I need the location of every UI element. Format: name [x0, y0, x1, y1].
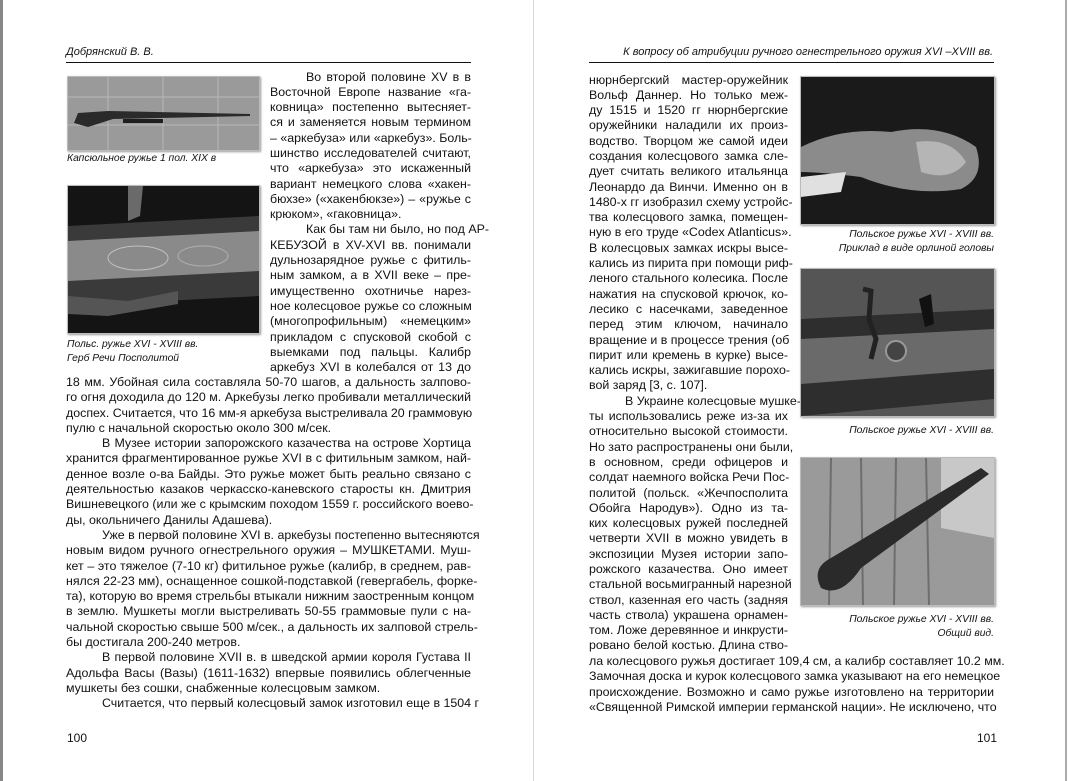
text-line: – «аркебуза» или «аркебуз». Боль- — [270, 130, 472, 145]
text-line: Как бы там ни было, но под АР- — [306, 222, 489, 237]
text-line: ковница» постепенно вытесняет- — [270, 100, 471, 115]
text-line: вращение и в процессе трения (об — [589, 332, 790, 347]
figure-caption: Польс. ружье XVI - XVIII вв. Герб Речи Посполитой — [67, 339, 199, 364]
running-header-title: К вопросу об атрибуции ручного огнестрельного оружия XVI –XVIII вв. — [623, 46, 993, 58]
text-line: пулю с начальной скоростью около 300 м/сек. — [66, 420, 332, 435]
text-line: стальной восьмигранный нарезной — [589, 577, 792, 592]
text-line: ких колесцовых ружей последней — [589, 516, 788, 531]
page-edge-left — [0, 0, 3, 781]
text-line: четверти XVII в можно увидеть в — [589, 531, 788, 546]
text-line: нюрнбергский мастер-оружейник — [589, 72, 788, 87]
text-line: выемками под пальцы. Калибр — [270, 344, 471, 359]
text-line: ты использовались реже из-за их — [589, 409, 788, 424]
text-line: Обойга Народув»). Одно из та- — [589, 500, 788, 515]
text-line: Считается, что первый колесцовый замок изготовил еще в 1504 г — [102, 696, 480, 711]
text-line: ным замком, а в XVII веке – пре- — [270, 268, 471, 283]
header-rule — [589, 62, 994, 63]
figure-caption: Капсюльное ружье 1 пол. XIX в — [67, 153, 217, 164]
text-line: солдат наемного войска Речи Пос- — [589, 470, 790, 485]
text-line: «Священной Римской империи германской нации». Не исключено, что — [589, 699, 997, 714]
text-line: чальной скоростью свыше 500 м/сек., а дальность их залповой стрель- — [66, 619, 478, 634]
figure-caption: Польское ружье XVI - XVIII вв. Общий вид. — [849, 614, 994, 639]
text-body — [66, 375, 480, 712]
photo-wheellock-mechanism — [800, 268, 995, 417]
header-rule — [66, 62, 471, 63]
text-line: Вишневецкого (или же с крымским походом 1559 г. российского воево- — [66, 497, 474, 512]
text-line: лесико с насечками, заведенное — [589, 301, 788, 316]
page-edge-right — [1065, 0, 1067, 781]
text-line: го огня доходила до 120 м. Аркебузы легко пробивали металлический — [66, 390, 471, 405]
text-line: Адольфа Васы (Вазы) (1611-1632) впервые появились облегченные — [66, 665, 471, 680]
text-line: (многопрофильным) «немецким» — [270, 314, 471, 329]
text-line: нялся 22-23 мм), оснащенное сошкой-подставкой (гевергабель, форке- — [66, 573, 478, 588]
text-line: Вольф Даннер. Но только меж- — [589, 87, 788, 102]
text-line: кались из пирита при помощи риф- — [589, 256, 793, 271]
text-line: создания колесцового замка сле- — [589, 148, 788, 163]
text-line: Но зато распространены они были, — [589, 439, 794, 454]
text-line: деятельностью казаков черкасско-каневского старосты кн. Дмитрия — [66, 482, 471, 497]
text-line: 18 мм. Убойная сила составляла 50-70 шагов, а дальность залпово- — [66, 375, 471, 389]
photo-rifle-general-view — [800, 457, 995, 606]
text-line: кет – это тяжелое (7-10 кг) фитильное ружье (калибр, в среднем, рав- — [66, 558, 471, 573]
text-line: В Музее истории запорожского казачества на острове Хортица — [102, 436, 471, 451]
text-line: дует считать великого итальянца — [589, 164, 788, 179]
text-column — [589, 72, 801, 654]
book-spine — [533, 0, 534, 781]
running-header-author: Добрянский В. В. — [66, 46, 154, 58]
page-number: 100 — [67, 731, 88, 745]
photo-eagle-head-stock — [800, 76, 995, 225]
text-line: ствол, казенная его часть (задняя — [589, 592, 788, 607]
text-line: бюхзе» («хакенбюкзе») – «ружье с — [270, 191, 471, 206]
text-line: ды, окольничего Данилы Адашева). — [66, 512, 273, 527]
text-line: прикладом с спусковой скобой с — [270, 329, 471, 344]
text-line: В первой половине XVII в. в шведской армии короля Густава II — [102, 650, 471, 665]
text-line: часть ствола) украшена орнамен- — [589, 607, 788, 622]
text-line: 1480-х гг изобразил схему устройс- — [589, 194, 793, 209]
text-line: шинство исследователей считают, — [270, 145, 471, 160]
text-line: крюком», «гаковница». — [270, 207, 402, 222]
text-line: пирит или кремень в курке) высе- — [589, 347, 788, 362]
text-line: ровано белой костью. Длина ство- — [589, 638, 788, 653]
text-body — [589, 654, 1005, 715]
figure-caption: Польское ружье XVI - XVIII вв. — [849, 425, 994, 436]
text-line: ся и заменяется новым термином — [270, 115, 471, 130]
text-line: ла колесцового ружья достигает 109,4 см, а калибр составляет 10.2 мм. — [589, 654, 1005, 668]
text-line: происхождение. Возможно и само ружье изготовлено на территории — [589, 684, 994, 699]
text-line: Восточной Европе название «га- — [270, 84, 471, 99]
text-line: нажатия на спусковой крючок, ко- — [589, 286, 788, 301]
text-line: водство. Творцом же самой идеи — [589, 133, 788, 148]
text-line: имущественно охотничье нарез- — [270, 283, 471, 298]
text-line: в землю. Мушкеты могли выстреливать 50-55 граммовые пули с на- — [66, 604, 471, 619]
text-line: хранится фрагментированное ружье XVI в с фитильным замком, най- — [66, 451, 471, 466]
text-line: та), которую во время стрельбы втыкали нижним заостренным концом — [66, 589, 475, 604]
text-line: мушкеты без сошки, снабженные колесцовым замком. — [66, 680, 381, 695]
text-line: КЕБУЗОЙ в XV-XVI вв. понимали — [270, 237, 471, 252]
text-line: Во второй половине XV в в — [306, 69, 471, 84]
text-line: рожского казачества. Оно имеет — [589, 562, 788, 576]
text-line: В колесцовых замках искры высе- — [589, 240, 788, 255]
photo-polish-rifle-coat-of-arms — [67, 185, 260, 334]
text-line: новым видом ручного огнестрельного оружия – МУШКЕТАМИ. Муш- — [66, 543, 471, 558]
text-line: ную в его труде «Codex Atlanticus». — [589, 225, 792, 240]
text-line: ду 1515 и 1520 гг нюрнбергские — [589, 103, 788, 118]
figure-caption: Польское ружье XVI - XVIII вв. Приклад в виде орлиной головы — [838, 229, 994, 254]
text-line: экспозиции Музея истории запо- — [589, 546, 788, 561]
text-line: вой заряд [3, с. 107]. — [589, 378, 708, 393]
page-number: 101 — [977, 731, 998, 745]
text-line: в основном, среди офицеров и — [589, 454, 788, 469]
text-line: Замочная доска и курок колесцового замка указывают на его немецкое — [589, 669, 1001, 684]
text-line: кались искры, зажигавшие порохо- — [589, 363, 791, 378]
photo-percussion-rifle — [67, 76, 260, 151]
text-line: леного стального колесика. После — [589, 271, 788, 286]
text-line: оружейники наладили их произ- — [589, 118, 788, 133]
text-line: политой (польск. «Жечпосполита — [589, 485, 788, 500]
text-line: аркебуз XVI в колебался от 13 до — [270, 360, 471, 375]
text-line: бы достигала 200-240 метров. — [66, 635, 241, 650]
text-line: ное колесцовое ружье со сложным — [270, 298, 472, 313]
text-line: что «аркебуза» это искаженный — [270, 161, 471, 176]
text-line: перед этим ключом, начинало — [589, 317, 788, 332]
text-line: относительно высокой стоимости. — [589, 424, 788, 439]
text-line: том. Ложе деревянное и инкрусти- — [589, 623, 788, 638]
text-line: вариант немецкого слова «хакен- — [270, 176, 471, 191]
text-line: тва колесцового замка, помещен- — [589, 210, 788, 225]
text-line: Уже в первой половине XVI в. аркебузы постепенно вытесняются — [102, 527, 480, 542]
text-line: Леонардо да Винчи. Именно он в — [589, 179, 788, 194]
text-column — [270, 69, 489, 376]
text-line: дульнозарядное ружье с фитиль- — [270, 253, 471, 268]
text-line: доспех. Считается, что 16 мм-я аркебуза выстреливала 20 граммовую — [66, 405, 473, 420]
text-line: В Украине колесцовые мушке- — [625, 393, 801, 408]
text-line: денное возле о-ва Байды. Это ружье может быть реально связано с — [66, 466, 471, 481]
